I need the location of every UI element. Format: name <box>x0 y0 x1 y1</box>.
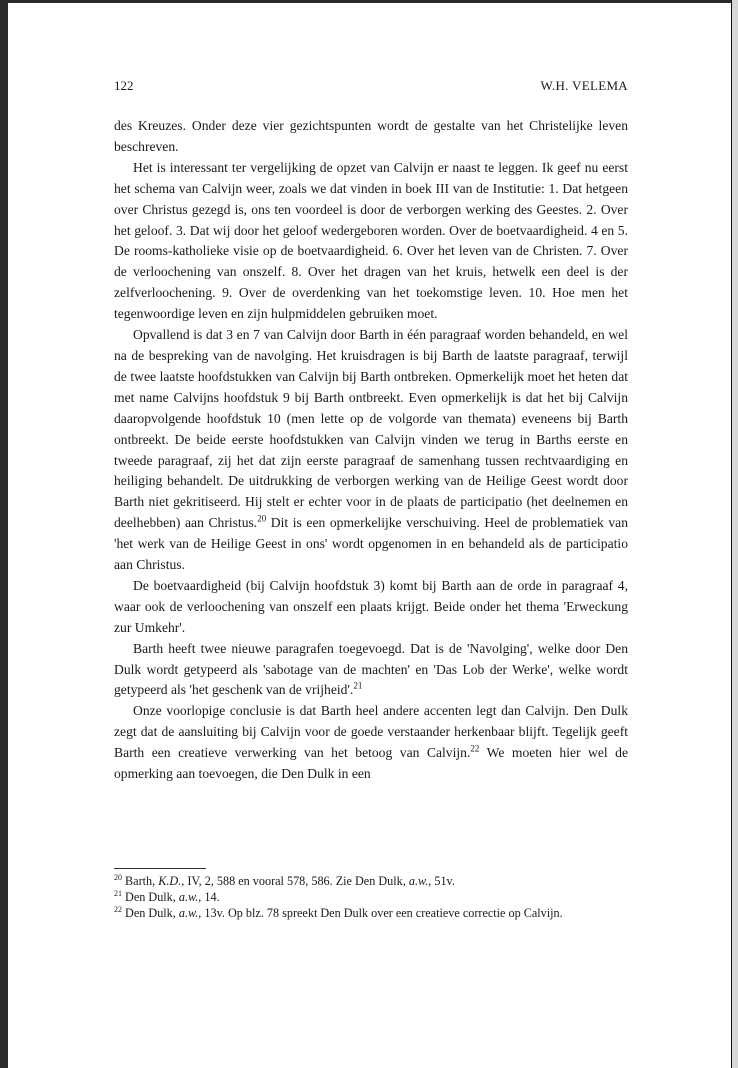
scan-edge-top <box>0 0 738 3</box>
paragraph <box>114 701 628 785</box>
footnote-ref: 20 <box>257 513 267 524</box>
text-run: Onze voorlopige conclusie is dat Barth heel andere accenten legt dan Calvijn. Den Dulk zegt dat de aansluiting bij Calvijn voor de goede verstaander herkenbaar blijft. Tegelijk geeft Barth een creatieve verwerking van het betoog van Calvijn. <box>114 703 628 761</box>
text-run: , 14. <box>198 890 220 904</box>
paragraph <box>114 639 628 702</box>
text-run: des Kreuzes. Onder deze vier gezichtspunten wordt de gestalte van het Christelijke leven beschreven. <box>114 118 628 154</box>
text-run: , 51v. <box>428 874 455 888</box>
italic-text: a.w. <box>178 906 199 920</box>
footnotes <box>114 873 628 921</box>
footnote-ref: 22 <box>114 904 122 914</box>
italic-text: a.w. <box>178 890 199 904</box>
paragraph <box>114 576 628 639</box>
text-run: Den Dulk, <box>122 906 179 920</box>
scan-edge-right <box>732 0 738 1068</box>
page-header <box>114 78 628 96</box>
footnote <box>114 889 628 905</box>
running-head: W.H. VELEMA <box>540 78 628 93</box>
footnote-ref: 21 <box>114 888 122 898</box>
paragraph <box>114 158 628 325</box>
text-run: Opvallend is dat 3 en 7 van Calvijn door Barth in één paragraaf worden behandeld, en wel na de bespreking van de navolging. Het kruisdragen is bij Barth de laatste paragraaf, terwijl de twee laatste hoofdstukken van Calvijn bij Barth ontbreken. Opmerkelijk moet het heten dat met name Calvijns hoofdstuk 9 bij Barth ontbreekt. Even opmerkelijk is dat het bij Calvijn daaropvolgende hoofdstuk 10 (men lette op de volgorde van themata) eveneens bij Barth ontbreekt. De beide eerste hoofdstukken van Calvijn vinden we terug in Barths eerste en tweede paragraaf, zij het dat zijn eerste paragraaf de samenhang tussen rechtvaardiging en heiliging behandelt. De uitdrukking de verborgen werking van de Heilige Geest wordt door Barth niet gekritiseerd. Hij stelt er echter voor in de plaats de participatio (het deelnemen en deelhebben) aan Christus. <box>114 327 628 531</box>
scan-edge-left <box>0 0 8 1068</box>
text-run: , IV, 2, 588 en vooral 578, 586. Zie Den Dulk, <box>181 874 409 888</box>
footnote-ref: 20 <box>114 872 122 882</box>
text-run: Barth, <box>122 874 159 888</box>
footnote-rule <box>114 868 206 869</box>
text-run: Den Dulk, <box>122 890 179 904</box>
text-run: De boetvaardigheid (bij Calvijn hoofdstuk 3) komt bij Barth aan de orde in paragraaf 4, waar ook de verloochening van onszelf een plaats krijgt. Beide onder het thema 'Erweckung zur Umkehr'. <box>114 577 628 635</box>
page-number: 122 <box>114 78 134 93</box>
footnote <box>114 905 628 921</box>
text-run: Dit is een opmerkelijke verschuiving. Heel de problematiek van 'het werk van de Heilige Geest in ons' wordt opgenomen in en behandeld als de participatio aan Christus. <box>114 515 629 573</box>
paragraph <box>114 116 628 158</box>
body-text <box>114 116 628 785</box>
text-run: We moeten hier wel de opmerking aan toevoegen, die Den Dulk in een <box>114 745 629 782</box>
text-run: , 13v. Op blz. 78 spreekt Den Dulk over een creatieve correctie op Calvijn. <box>198 906 563 920</box>
footnote <box>114 873 628 889</box>
italic-text: K.D. <box>158 874 182 888</box>
text-run: Het is interessant ter vergelijking de opzet van Calvijn er naast te leggen. Ik geef nu eerst het schema van Calvijn weer, zoals we dat vinden in boek III van de Institutie: 1. Dat hetgeen over Christus gezegd is, ons ten voordeel is door de verborgen werking des Geestes. 2. Over het geloof. 3. Dat wij door het geloof wedergeboren worden. Over de boetvaardigheid. 4 en 5. De rooms-katholieke visie op de boetvaardigheid. 6. Over het leven van de Christen. 7. Over de verloochening van onszelf. 8. Over het dragen van het kruis, hetwelk een deel is der zelfverloochening. 9. Over de overdenking van het toekomstige leven. 10. Hoe men het tegenwoordige leven en zijn hulpmiddelen gebruiken moet. <box>114 159 628 322</box>
paragraph <box>114 325 628 576</box>
footnote-ref: 22 <box>470 743 480 754</box>
text-run: Barth heeft twee nieuwe paragrafen toegevoegd. Dat is de 'Navolging', welke door Den Dulk wordt getypeerd als 'sabotage van de machten' en 'Das Lob der Werke', welke wordt getypeerd als 'het geschenk van de vrijheid'. <box>114 640 628 698</box>
italic-text: a.w. <box>408 874 429 888</box>
footnote-ref: 21 <box>353 680 363 691</box>
